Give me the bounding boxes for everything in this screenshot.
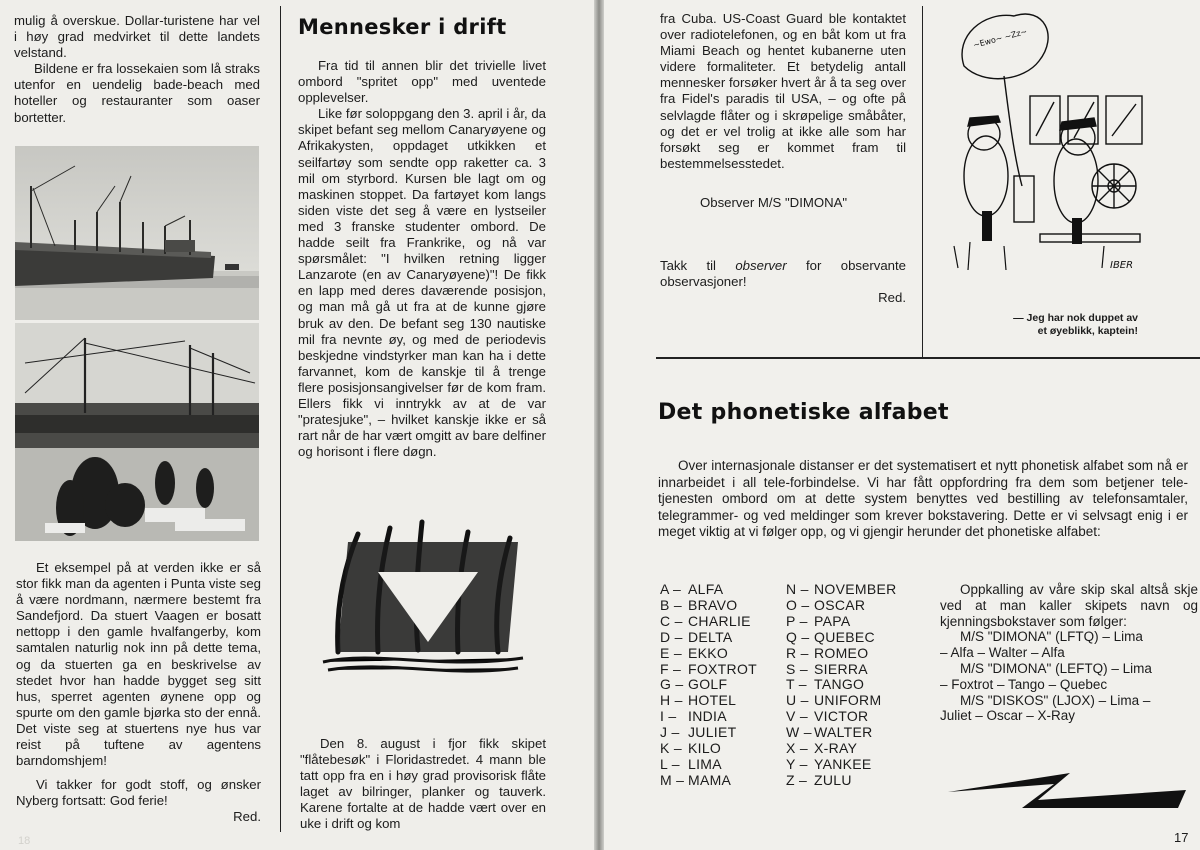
paragraph: Over internasjonale distanser er det systematisert et nytt phonetisk alfabet som nå er innarbeidet i all tele-forbindelse. Vi har fått oppfordring fra dem som betjener tele-tjenesten ombord om at dette system benyttes ved bestilling av telefonsamtaler, telegrammer- og ved meldinger som krever bokstavering. Dette er vi selvsagt enig i er meget viktig at vi følger opp, og vi gjengir herunder det phonetiske alfabet: bbox=[658, 458, 1188, 539]
alphabet-row bbox=[786, 582, 897, 598]
left-page bbox=[0, 0, 594, 850]
caption-line: et øyeblikk, kaptein! bbox=[1037, 325, 1138, 337]
code-word: YANKEE bbox=[814, 755, 872, 772]
lightning-bolt-icon bbox=[942, 770, 1192, 810]
ship-photo bbox=[15, 146, 259, 320]
callsign-head: M/S "DISKOS" (LJOX) – Lima – bbox=[960, 692, 1151, 708]
alphabet-row bbox=[660, 709, 757, 725]
alphabet-row bbox=[786, 662, 897, 678]
alphabet-row bbox=[786, 709, 897, 725]
column-divider bbox=[280, 6, 281, 832]
paragraph: Vi takker for godt stoff, og ønsker Nyberg fortsatt: God ferie! bbox=[16, 777, 261, 809]
letter: Q – bbox=[786, 628, 810, 645]
paragraph: mulig å overskue. Dollar-turistene har vel i høy grad medvirket til dette landets velstand. bbox=[14, 13, 260, 61]
callsign-head: M/S "DIMONA" (LEFTQ) – Lima bbox=[960, 660, 1152, 676]
svg-text:~Ewo~ ~Zz~: ~Ewo~ ~Zz~ bbox=[972, 26, 1029, 50]
code-word: UNIFORM bbox=[814, 692, 882, 709]
letter: P – bbox=[786, 612, 808, 629]
alphabet-row bbox=[660, 614, 757, 630]
letter: W – bbox=[786, 724, 812, 741]
right-continued-text bbox=[660, 11, 906, 172]
alphabet-row bbox=[786, 598, 897, 614]
letter: F – bbox=[660, 660, 682, 677]
paragraph: Et eksempel på at verden ikke er så stor fikk man da agenten i Punta viste seg å være nordmann, nærmere bestemt fra Sandefjord. Da stuert Vaagen er bosatt nettopp i den gamle hvalfangerby, kom samtalen naturlig nok inn på dette tema, og da stuerten ga en beskrivelse av stedet hvor han hadde bygget seg sitt hus, sperret agenten øynene opp og spurte om den gamle bjørka sto der ennå. Det viste seg at stuertens nye hus var reist på tuftene av agentens barndomshjem! bbox=[16, 560, 261, 769]
letter: X – bbox=[786, 740, 808, 757]
alphabet-row bbox=[660, 598, 757, 614]
letter: Y – bbox=[786, 755, 808, 772]
alphabet-list-a-m bbox=[660, 582, 757, 789]
callsign-tail: – Foxtrot – Tango – Quebec bbox=[940, 676, 1108, 692]
quay-photo bbox=[15, 323, 259, 541]
code-word: LIMA bbox=[688, 755, 722, 772]
alphabet-row bbox=[660, 757, 757, 773]
cartoon-divider bbox=[922, 6, 923, 358]
alphabet-row bbox=[660, 662, 757, 678]
callsign-tail: Juliet – Oscar – X-Ray bbox=[940, 708, 1076, 724]
paragraph: Fra tid til annen blir det trivielle livet ombord "spritet opp" med uventede opplevelser. bbox=[298, 58, 546, 106]
letter: K – bbox=[660, 740, 682, 757]
code-word: GOLF bbox=[688, 676, 728, 693]
code-word: ROMEO bbox=[814, 644, 869, 661]
code-word: PAPA bbox=[814, 612, 851, 629]
code-word: NOVEMBER bbox=[814, 581, 897, 597]
code-word: WALTER bbox=[814, 724, 873, 741]
signature: Red. bbox=[878, 290, 906, 306]
page-number: 17 bbox=[1174, 830, 1189, 845]
callsign-tail: – Alfa – Walter – Alfa bbox=[940, 645, 1065, 661]
code-word: CHARLIE bbox=[688, 612, 751, 629]
letter: H – bbox=[660, 692, 683, 709]
observer-line: Observer M/S "DIMONA" bbox=[700, 195, 848, 210]
article-heading: Mennesker i drift bbox=[298, 15, 507, 39]
thanks-pre: Takk til bbox=[660, 258, 736, 273]
alphabet-row bbox=[660, 646, 757, 662]
code-word: VICTOR bbox=[814, 708, 869, 725]
alphabet-row bbox=[786, 725, 897, 741]
cartoon-caption bbox=[944, 312, 1138, 338]
alphabet-row bbox=[786, 757, 897, 773]
alphabet-row bbox=[660, 693, 757, 709]
thanks-text bbox=[660, 258, 906, 306]
code-word: FOXTROT bbox=[688, 660, 757, 677]
code-word: SIERRA bbox=[814, 660, 868, 677]
code-word: OSCAR bbox=[814, 596, 866, 613]
alphabet-row bbox=[786, 614, 897, 630]
code-word: HOTEL bbox=[688, 692, 737, 709]
alphabet-row bbox=[660, 725, 757, 741]
left-col2-bottom bbox=[300, 736, 546, 833]
letter: N – bbox=[786, 581, 809, 597]
letter: O – bbox=[786, 596, 810, 613]
alphabet-row bbox=[786, 741, 897, 757]
code-word: EKKO bbox=[688, 644, 729, 661]
signature: Red. bbox=[233, 809, 261, 825]
cartoon-signature: IBER bbox=[1110, 260, 1134, 271]
alphabet-row bbox=[660, 630, 757, 646]
paragraph bbox=[660, 258, 906, 290]
paragraph: Oppkalling av våre skip skal altså skje ved at man kaller skipets navn og kjenningsbokstaver som følger: bbox=[940, 582, 1198, 629]
code-word: BRAVO bbox=[688, 596, 738, 613]
thanks-post: for observante observasjoner! bbox=[660, 258, 906, 290]
code-word: ALFA bbox=[688, 581, 724, 597]
alphabet-row bbox=[786, 630, 897, 646]
callsign-block bbox=[940, 582, 1198, 724]
code-word: DELTA bbox=[688, 628, 733, 645]
ghost-page-number: 18 bbox=[18, 835, 31, 847]
alphabet-intro bbox=[658, 458, 1188, 541]
letter: U – bbox=[786, 692, 809, 709]
paragraph: Bildene er fra lossekaien som lå straks utenfor en uendelig bade-beach med hoteller og restauranter som oaser bortetter. bbox=[14, 61, 260, 125]
paragraph: Den 8. august i fjor fikk skipet "flåtebesøk" i Floridastredet. 4 mann ble tatt opp fra en i høy grad provisorisk flåte laget av bilringer, planker og tauverk. Karene fortalte at de hadde vært over en uke i drift og kom bbox=[300, 736, 546, 832]
letter: D – bbox=[660, 628, 683, 645]
alphabet-heading: Det phonetiske alfabet bbox=[658, 400, 949, 425]
left-col1-bottom bbox=[16, 560, 261, 826]
code-word: INDIA bbox=[688, 708, 727, 725]
alphabet-row bbox=[786, 693, 897, 709]
paragraph: fra Cuba. US-Coast Guard ble kontaktet over radiotelefonen, og en båt kom ut fra Miami Beach og hentet kubanerne uten videre formaliteter. Et betydelig antall mennesker forsøker hvert år å ta seg over fra Fidel's paradis til USA, – og ofte på selvlagde flåter og i skrøpelige småbåter, og det er vel trolig at ikke alle som har forsøkt seg er kommet fram til bestemmelsesstedet. bbox=[660, 11, 906, 171]
raft-illustration bbox=[318, 512, 530, 680]
alphabet-list-n-z bbox=[786, 582, 897, 789]
letter: Z – bbox=[786, 771, 808, 788]
letter: A – bbox=[660, 581, 682, 597]
left-col1-top bbox=[14, 13, 260, 126]
letter: T – bbox=[786, 676, 807, 693]
letter: V – bbox=[786, 708, 808, 725]
alphabet-row bbox=[660, 582, 757, 598]
paragraph: Like før soloppgang den 3. april i år, da skipet befant seg mellom Canaryøyene og Afrikakysten, oppdaget utkikken et seilfartøy som sendte opp raketter ca. 3 mil om styrbord. Kursen ble lagt om og maskinen stoppet. Da fartøyet kom langs siden viste det seg å være en lystseiler med 3 franske studenter ombord. De hadde seilt fra Frankrike, og nå var spørsmålet: "I hvilken retning ligger Lanzarote (en av Canaryøyene)"! De fikk en lapp med deres daværende posisjon, og man må gå ut fra at de kunne gjøre bruk av den. De befant seg 130 nautiske mil fra nevnte øy, og med de periodevis beskjedne vindstyrker man kan ha i dette farvannet, kom de kanskje til å trenge flere posisjonsangivelser før de kom fram. Ellers fikk vi inntrykk av at de var "pratesjuke", – hvilket kanskje ikke er så rart når de har vært omgitt av bare delfiner og horisont i flere døgn. bbox=[298, 106, 546, 460]
callsign-head: M/S "DIMONA" (LFTQ) – Lima bbox=[960, 629, 1143, 645]
alphabet-row bbox=[786, 646, 897, 662]
letter: B – bbox=[660, 596, 682, 613]
binding-gutter bbox=[594, 0, 604, 850]
code-word: QUEBEC bbox=[814, 628, 875, 645]
code-word: KILO bbox=[688, 740, 722, 757]
alphabet-row bbox=[786, 677, 897, 693]
letter: E – bbox=[660, 644, 682, 661]
letter: S – bbox=[786, 660, 808, 677]
thanks-emphasis: observer bbox=[735, 258, 787, 273]
letter: L – bbox=[660, 755, 680, 772]
alphabet-row bbox=[786, 773, 897, 789]
alphabet-row bbox=[660, 773, 757, 789]
code-word: TANGO bbox=[814, 676, 865, 693]
left-col2-top bbox=[298, 58, 546, 460]
right-page bbox=[604, 0, 1200, 850]
letter: J – bbox=[660, 724, 680, 741]
alphabet-row bbox=[660, 677, 757, 693]
letter: M – bbox=[660, 771, 685, 788]
letter: G – bbox=[660, 676, 684, 693]
code-word: MAMA bbox=[688, 771, 732, 788]
letter: I – bbox=[660, 708, 677, 725]
letter: C – bbox=[660, 612, 683, 629]
letter: R – bbox=[786, 644, 809, 661]
code-word: ZULU bbox=[814, 771, 852, 788]
caption-line: — Jeg har nok duppet av bbox=[1013, 312, 1138, 324]
alphabet-row bbox=[660, 741, 757, 757]
captain-cartoon bbox=[944, 6, 1156, 274]
code-word: X-RAY bbox=[814, 740, 858, 757]
section-divider bbox=[656, 357, 1200, 359]
code-word: JULIET bbox=[688, 724, 737, 741]
